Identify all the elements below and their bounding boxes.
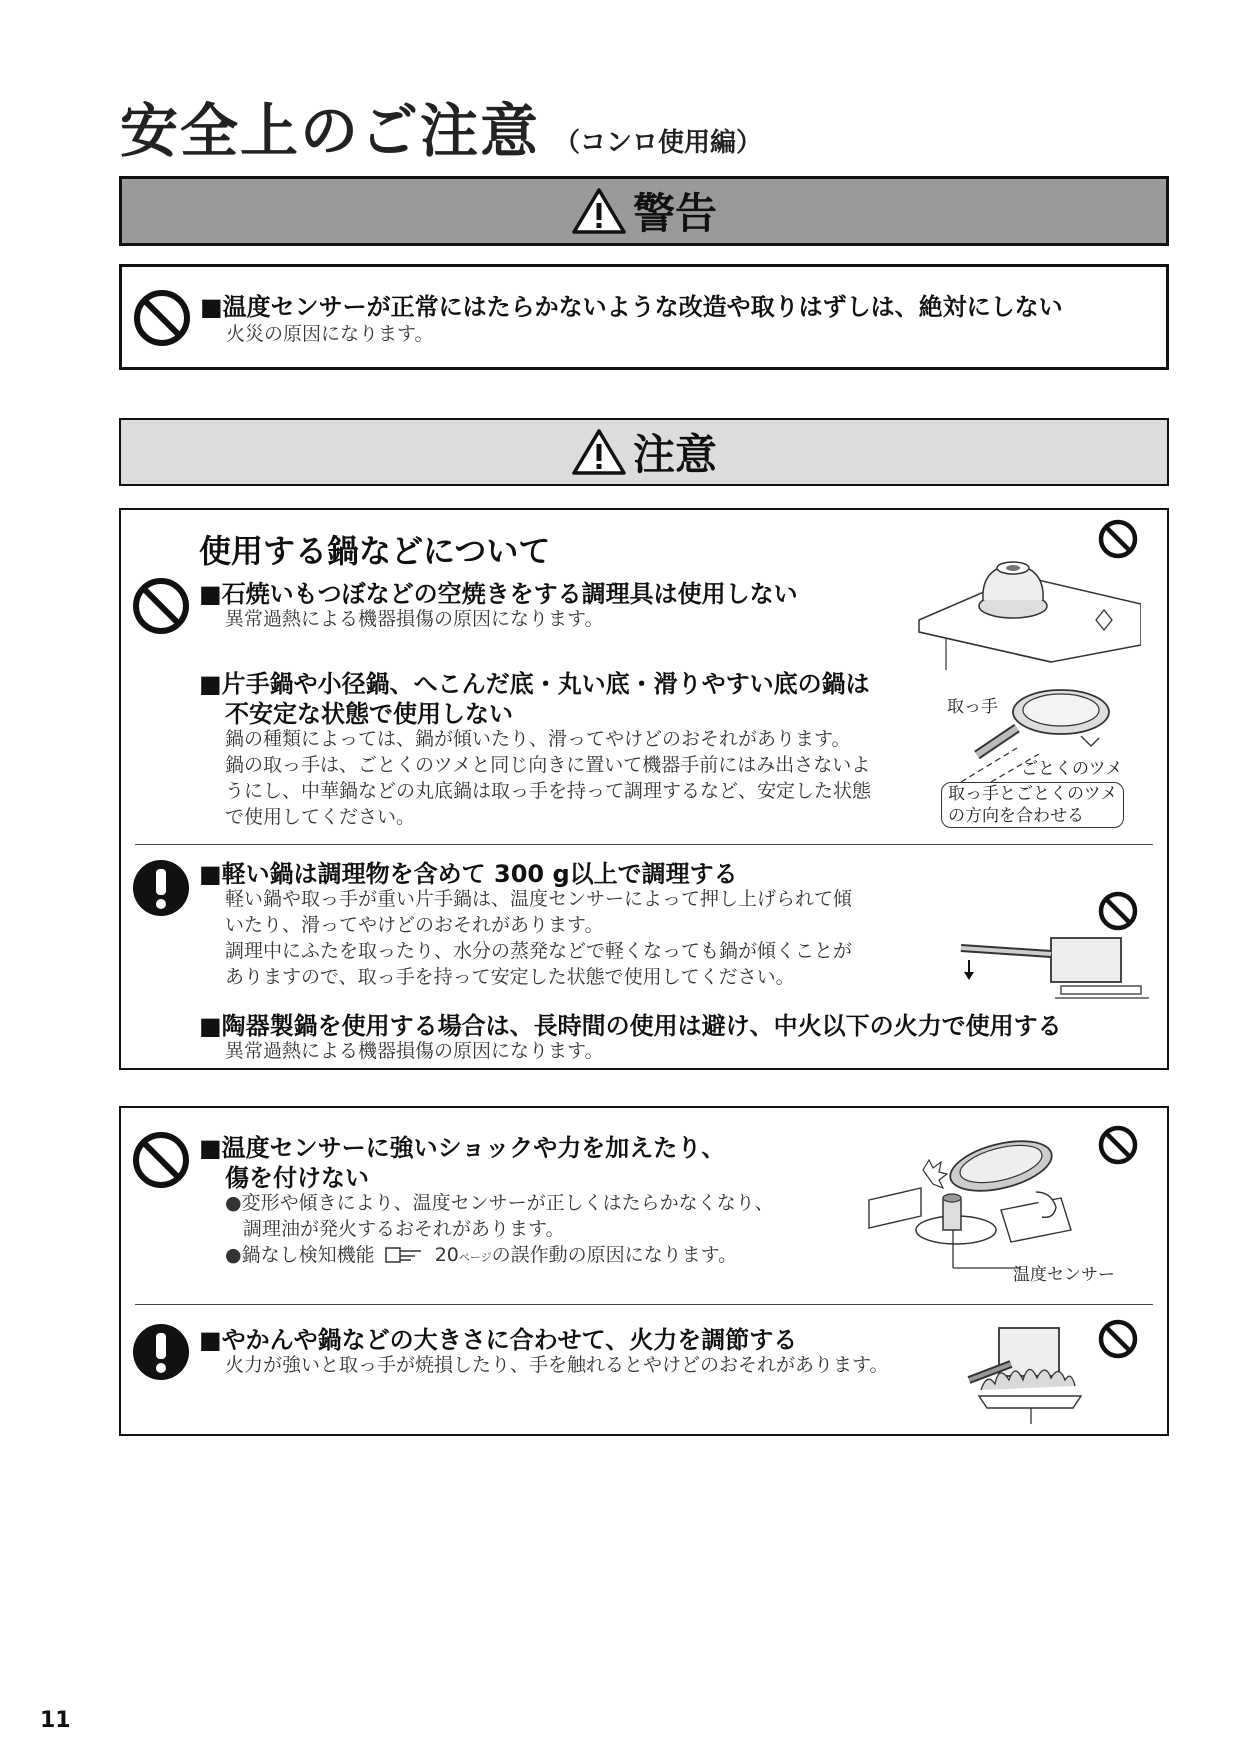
prohibited-corner-icon (1097, 890, 1139, 932)
caution-band (119, 418, 1169, 486)
warning-box (119, 264, 1169, 370)
item-body: 軽い鍋や取っ手が重い片手鍋は、温度センサーによって押し上げられて傾 (225, 888, 853, 910)
mandatory-icon (131, 1322, 191, 1382)
stone-pot-illustration (911, 550, 1141, 670)
item-body: 火力が強いと取っ手が焼損したり、手を触れるとやけどのおそれがあります。 (225, 1354, 889, 1376)
item-heading-cont: 不安定な状態で使用しない (225, 700, 513, 728)
warning-body: 火災の原因になります。 (226, 323, 434, 345)
item-body: いたり、滑ってやけどのおそれがあります。 (225, 914, 604, 936)
page-number: 11 (40, 1708, 71, 1733)
item-heading: ■陶器製鍋を使用する場合は、長時間の使用は避け、中火以下の火力で使用する (199, 1012, 1062, 1040)
item-body-ref (225, 1242, 737, 1271)
warning-band-label: 警告 (632, 189, 717, 238)
page-subtitle: （コンロ使用編） (554, 128, 763, 158)
item-divider (135, 844, 1153, 845)
item-heading: ■軽い鍋は調理物を含めて 300 g以上で調理する (199, 860, 738, 888)
caption-align-line2: の方向を合わせる (948, 806, 1084, 826)
prohibited-icon (131, 576, 191, 636)
caption-align (941, 782, 1124, 828)
flame-pot-illustration (961, 1318, 1101, 1428)
caution-box-sensor (119, 1106, 1169, 1436)
item-body: で使用してください。 (225, 806, 416, 828)
prohibited-corner-icon (1097, 1318, 1139, 1360)
ref-page-unit: ページ (458, 1251, 492, 1264)
sensor-impact-illustration (861, 1130, 1101, 1270)
prohibited-icon (131, 1130, 191, 1190)
item-heading: ■やかんや鍋などの大きさに合わせて、火力を調節する (199, 1326, 798, 1354)
ref-page-number[interactable]: 20 (434, 1244, 459, 1266)
page-title-text: 安全上のご注意 (120, 97, 541, 165)
mandatory-icon (131, 858, 191, 918)
item-body: うにし、中華鍋などの丸底鍋は取っ手を持って調理するなど、安定した状態 (225, 780, 872, 802)
prohibited-icon (132, 288, 192, 348)
item-body: 鍋の取っ手は、ごとくのツメと同じ向きに置いて機器手前にはみ出さないよ (225, 754, 871, 776)
page-title (120, 84, 762, 168)
item-body: ●変形や傾きにより、温度センサーが正しくはたらかなくなり、 (225, 1192, 774, 1214)
bullet-text: ●鍋なし検知機能 (225, 1244, 375, 1266)
pointing-hand-icon (385, 1246, 425, 1264)
caution-box-cookware (119, 508, 1169, 1070)
item-heading: ■温度センサーに強いショックや力を加えたり、 (199, 1134, 726, 1162)
item-body: 調理油が発火するおそれがあります。 (243, 1218, 565, 1240)
bullet-text-cont: の誤作動の原因になります。 (491, 1244, 738, 1266)
warning-band (119, 176, 1169, 246)
caption-handle: 取っ手 (947, 697, 998, 717)
caution-band-label: 注意 (632, 430, 717, 479)
item-divider (135, 1304, 1153, 1305)
caption-claw: ごとくのツメ (1021, 759, 1123, 779)
caption-sensor: 温度センサー (1013, 1265, 1115, 1285)
caption-align-line1: 取っ手とごとくのツメ (948, 784, 1118, 804)
item-body: 異常過熱による機器損傷の原因になります。 (225, 608, 604, 630)
item-heading: ■石焼いもつぼなどの空焼きをする調理具は使用しない (199, 580, 798, 608)
tipping-pan-illustration (951, 930, 1151, 1010)
item-heading-cont: 傷を付けない (225, 1164, 369, 1192)
item-heading: ■片手鍋や小径鍋、へこんだ底・丸い底・滑りやすい底の鍋は (199, 670, 870, 698)
caution-triangle-icon (571, 428, 627, 476)
item-body: 調理中にふたを取ったり、水分の蒸発などで軽くなっても鍋が傾くことが (225, 940, 853, 962)
item-body: ありますので、取っ手を持って安定した状態で使用してください。 (225, 966, 795, 988)
warning-heading: ■温度センサーが正常にはたらかないような改造や取りはずしは、絶対にしない (200, 293, 1063, 321)
prohibited-corner-icon (1097, 1124, 1139, 1166)
section-title: 使用する鍋などについて (199, 532, 551, 570)
item-body: 異常過熱による機器損傷の原因になります。 (225, 1040, 604, 1062)
item-body: 鍋の種類によっては、鍋が傾いたり、滑ってやけどのおそれがあります。 (225, 728, 851, 750)
warning-triangle-icon (571, 187, 627, 235)
